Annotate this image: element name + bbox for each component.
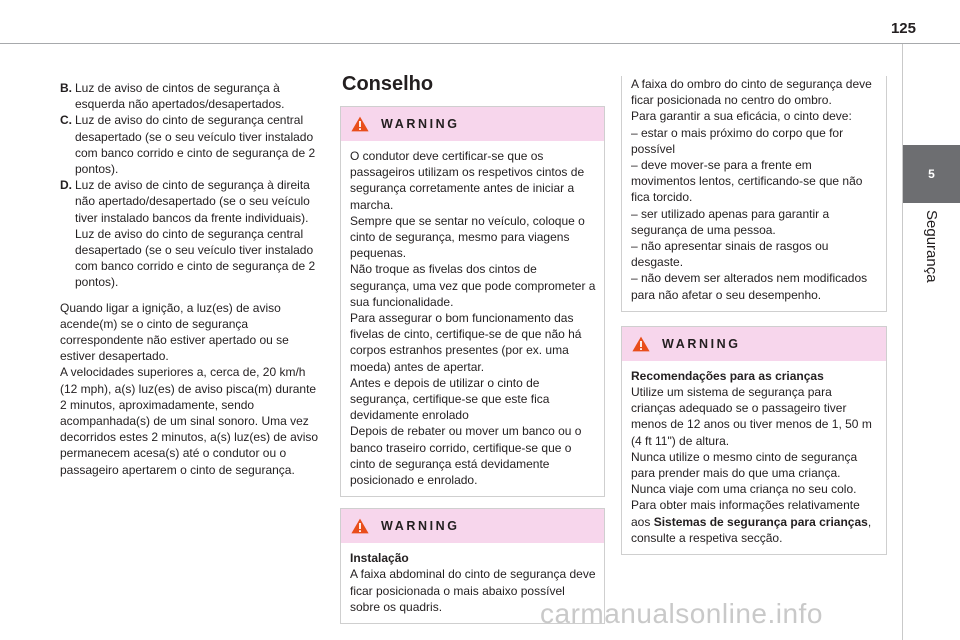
warning-text-prefix: Para obter mais informações relativamente aos	[631, 498, 860, 529]
info-box	[621, 76, 887, 312]
warning-heading: Instalação	[350, 551, 409, 566]
warning-body	[622, 361, 886, 554]
info-text: – não apresentar sinais de rasgos ou desgaste.	[631, 239, 829, 270]
warning-text: Não troque as fivelas dos cintos de segurança, uma vez que pode comprometer a sua funcionalidade.	[350, 262, 596, 309]
column-2	[340, 72, 605, 624]
warning-header	[341, 509, 604, 543]
sidebar-divider	[902, 44, 903, 640]
page-number: 125	[890, 20, 916, 37]
list-item	[60, 112, 322, 177]
warning-text-suffix: , consulte a respetiva secção.	[631, 514, 872, 545]
cross-reference-link[interactable]: Sistemas de segurança para crianças	[653, 514, 868, 529]
item-text: Luz de aviso de cintos de segurança à esquerda não apertados/desapertados.	[75, 81, 285, 112]
warning-text: Antes e depois de utilizar o cinto de segurança, certifique-se que este fica devidamente enrolado	[350, 375, 550, 423]
warning-text: Depois de rebater ou mover um banco ou o banco traseiro corrido, certifique-se que o cinto de segurança está devidamente posicionado e enrolado.	[350, 424, 582, 488]
warning-text: Para assegurar o bom funcionamento das fivelas de cinto, certifique-se de que não há corpos estranhos presentes (por ex. uma moeda) antes de apertar.	[350, 311, 582, 374]
warning-title: WARNING	[662, 336, 741, 351]
info-text: Para garantir a sua eficácia, o cinto deve:	[631, 109, 852, 124]
chapter-tab[interactable]: 5	[903, 145, 960, 203]
item-label: D.	[60, 178, 72, 193]
item-label: C.	[60, 113, 72, 128]
warning-text	[631, 497, 878, 546]
column-3	[621, 76, 887, 555]
warning-header	[341, 107, 604, 141]
info-text: A faixa do ombro do cinto de segurança deve ficar posicionada no centro do ombro.	[631, 77, 872, 108]
chapter-title	[903, 210, 960, 310]
warning-box	[340, 106, 605, 497]
warning-triangle-icon	[351, 116, 369, 132]
warning-triangle-icon	[632, 336, 650, 352]
warning-text: Nunca viaje com uma criança no seu colo.	[631, 482, 857, 497]
warning-text: Utilize um sistema de segurança para crianças adequado se o passageiro tiver menos de 12 anos ou tiver menos de 1, 50 m (4 ft 11") de altura.	[631, 385, 872, 448]
section-title: Conselho	[342, 73, 434, 95]
list-item	[60, 177, 322, 290]
warning-text: A faixa abdominal do cinto de segurança deve ficar posicionada o mais abaixo possível sobre os quadris.	[350, 567, 596, 614]
info-text: – deve mover-se para a frente em movimentos lentos, certificando-se que não fica torcido.	[631, 158, 863, 205]
info-text: – ser utilizado apenas para garantir a segurança de uma pessoa.	[631, 206, 830, 237]
item-label: B.	[60, 81, 72, 95]
warning-text: Sempre que se sentar no veículo, coloque o cinto de segurança, mesmo para viagens pequenas.	[350, 213, 585, 261]
info-text: – não devem ser alterados nem modificados para não afetar o seu desempenho.	[631, 271, 868, 302]
list-item	[60, 80, 322, 112]
paragraph: Quando ligar a ignição, a luz(es) de aviso acende(m) se o cinto de segurança correspondente não estiver apertado ou se estiver desapertado.	[60, 300, 289, 364]
warning-header	[622, 327, 886, 361]
paragraph: A velocidades superiores a, cerca de, 20 km/h (12 mph), a(s) luz(es) de aviso pisca(m) durante 2 minutos, aproximadamente, sendo acompanhada(s) de um sinal sonoro. Uma vez decorridos estes 2 minutos, a(s) luz(es) de aviso permanecem acesa(s) até o condutor ou o passageiro apertarem o cinto de segurança.	[60, 365, 319, 477]
warning-heading: Recomendações para as crianças	[631, 368, 824, 383]
header-rule	[0, 43, 960, 44]
column-1	[60, 80, 322, 478]
info-text: – estar o mais próximo do corpo que for possível	[631, 125, 844, 156]
warning-title: WARNING	[381, 116, 460, 131]
warning-triangle-icon	[351, 518, 369, 534]
warning-title: WARNING	[381, 519, 460, 534]
warning-text: Nunca utilize o mesmo cinto de segurança para prender mais do que uma criança.	[631, 449, 858, 481]
warning-body	[341, 141, 604, 496]
warning-box	[621, 326, 887, 555]
item-text: Luz de aviso do cinto de segurança central desapertado (se o seu veículo tiver instalado com banco corrido e cinto de segurança de 2 pontos).	[75, 113, 316, 177]
chapter-title-text: Segurança	[923, 210, 940, 283]
item-text: Luz de aviso de cinto de segurança à direita não apertado/desapertado (se o seu veículo tiver instalado bancos da frente individuais). Luz de aviso do cinto de segurança central desapertado (se o seu veículo tiver instalado com banco corrido e cinto de segurança de 2 pontos).	[75, 178, 316, 290]
watermark: carmanualsonline.info	[540, 598, 823, 629]
warning-text: O condutor deve certificar-se que os passageiros utilizam os respetivos cintos de segurança corretamente antes de iniciar a marcha.	[350, 149, 585, 212]
